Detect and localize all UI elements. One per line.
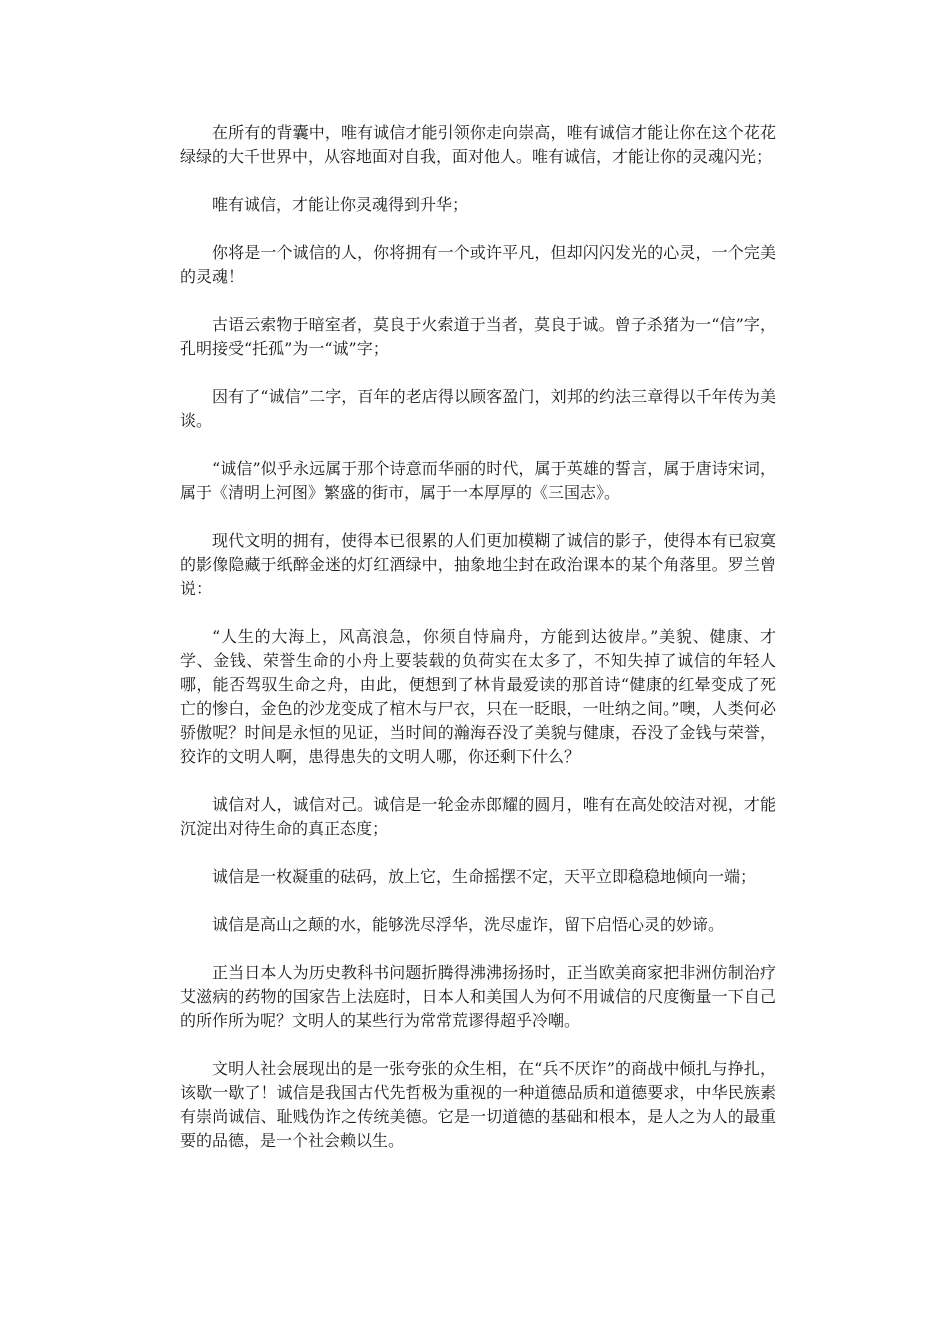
paragraph-6: “诚信”似乎永远属于那个诗意而华丽的时代，属于英雄的誓言，属于唐诗宋词，属于《清明上河图》繁盛的街市，属于一本厚厚的《三国志》。 [180, 459, 776, 502]
document-body [180, 121, 776, 1177]
paragraph-3: 你将是一个诚信的人，你将拥有一个或许平凡，但却闪闪发光的心灵，一个完美的灵魂！ [180, 243, 776, 286]
paragraph-12: 正当日本人为历史教科书问题折腾得沸沸扬扬时，正当欧美商家把非洲仿制治疗艾滋病的药物的国家告上法庭时，日本人和美国人为何不用诚信的尺度衡量一下自己的所作所为呢？文明人的某些行为常常荒谬得超乎冷嘲。 [180, 963, 776, 1030]
paragraph-13: 文明人社会展现出的是一张夸张的众生相，在“兵不厌诈”的商战中倾扎与挣扎，该歇一歇了！诚信是我国古代先哲极为重视的一种道德品质和道德要求，中华民族素有崇尚诚信、耻贱伪诈之传统美德。它是一切道德的基础和根本，是人之为人的最重要的品德，是一个社会赖以生。 [180, 1059, 776, 1150]
paragraph-4: 古语云索物于暗室者，莫良于火索道于当者，莫良于诚。曾子杀猪为一“信”字，孔明接受“托孤”为一“诚”字； [180, 315, 776, 358]
paragraph-10: 诚信是一枚凝重的砝码，放上它，生命摇摆不定，天平立即稳稳地倾向一端； [212, 867, 757, 886]
paragraph-5: 因有了“诚信”二字，百年的老店得以顾客盈门，刘邦的约法三章得以千年传为美谈。 [180, 387, 776, 430]
paragraph-8: “人生的大海上，风高浪急，你须自恃扁舟，方能到达彼岸。”美貌、健康、才学、金钱、荣誉生命的小舟上要装载的负荷实在太多了，不知失掉了诚信的年轻人哪，能否驾驭生命之舟，由此，便想到了林肯最爱读的那首诗“健康的红晕变成了死亡的惨白，金色的沙龙变成了棺木与尸衣，只在一眨眼，一吐纳之间。”噢，人类何必骄傲呢？时间是永恒的见证，当时间的瀚海吞没了美貌与健康，吞没了金钱与荣誉，狡诈的文明人啊，患得患失的文明人哪，你还剩下什么？ [180, 627, 776, 766]
paragraph-7: 现代文明的拥有，使得本已很累的人们更加模糊了诚信的影子，使得本有已寂寞的影像隐藏于纸醉金迷的灯红酒绿中，抽象地尘封在政治课本的某个角落里。罗兰曾说： [180, 531, 776, 598]
paragraph-11: 诚信是高山之颠的水，能够洗尽浮华，洗尽虚诈，留下启悟心灵的妙谛。 [212, 915, 725, 934]
paragraph-2: 唯有诚信，才能让你灵魂得到升华； [212, 195, 469, 214]
paragraph-9: 诚信对人，诚信对己。诚信是一轮金赤郎耀的圆月，唯有在高处皎洁对视，才能沉淀出对待生命的真正态度； [180, 795, 776, 838]
paragraph-1: 在所有的背囊中，唯有诚信才能引领你走向崇高，唯有诚信才能让你在这个花花绿绿的大千世界中，从容地面对自我，面对他人。唯有诚信，才能让你的灵魂闪光； [180, 123, 776, 166]
